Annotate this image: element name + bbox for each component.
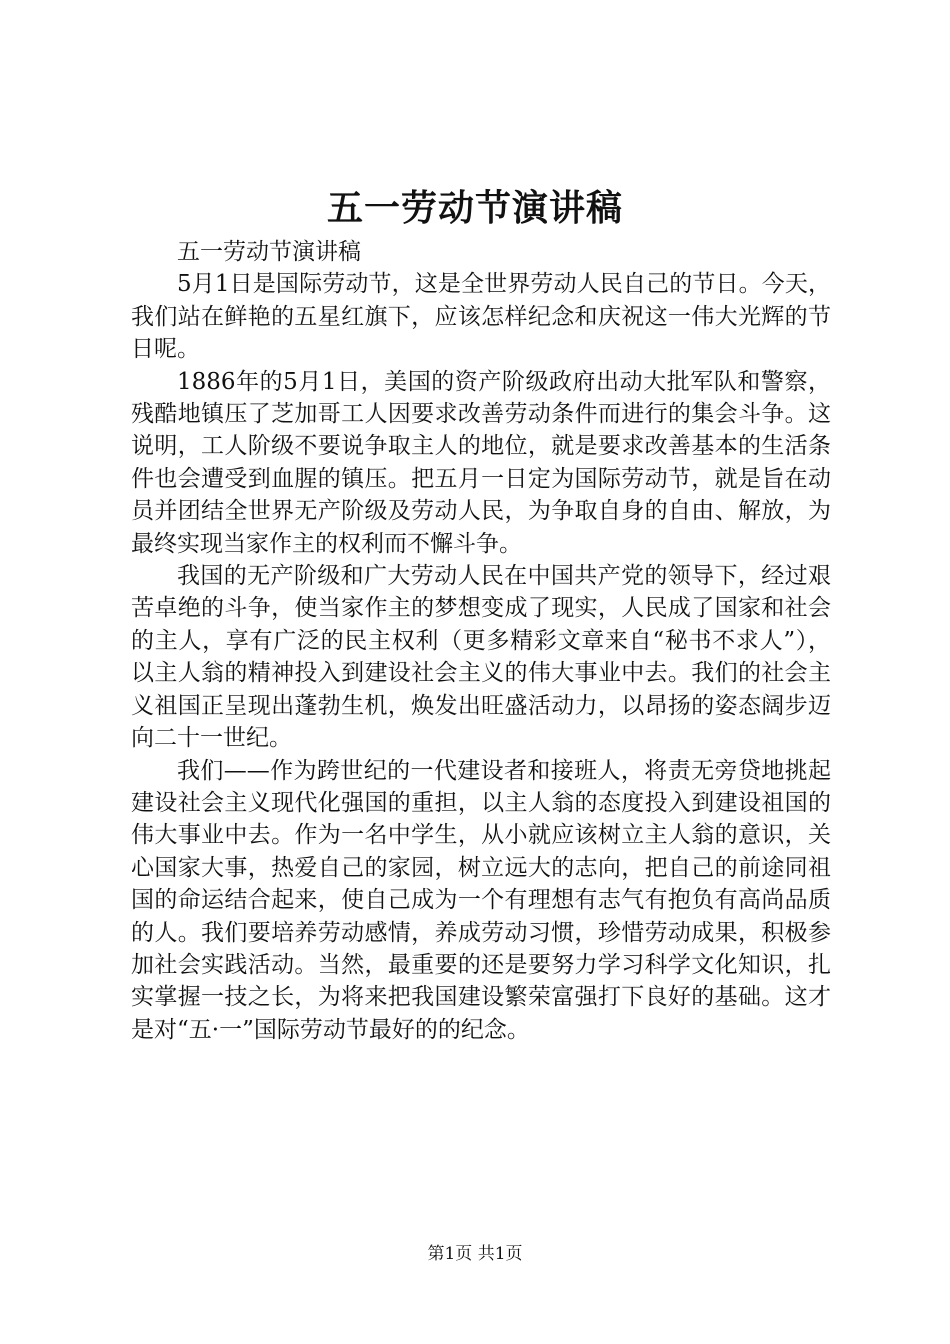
paragraph-china: 我国的无产阶级和广大劳动人民在中国共产党的领导下，经过艰苦卓绝的斗争，使当家作主的梦想变成了现实，人民成了国家和社会的主人，享有广泛的民主权利（更多精彩文章来自“秘书不求人”），以主人翁的精神投入到建设社会主义的伟大事业中去。我们的社会主义祖国正呈现出蓬勃生机，焕发出旺盛活动力，以昂扬的姿态阔步迈向二十一世纪。	[131, 563, 831, 752]
paragraph-subtitle: 五一劳动节演讲稿	[177, 239, 361, 265]
document-body	[131, 236, 831, 1046]
document-title: 五一劳动节演讲稿	[326, 187, 623, 229]
paragraph-intro: 5月1日是国际劳动节，这是全世界劳动人民自己的节日。今天，我们站在鲜艳的五星红旗下，应该怎样纪念和庆祝这一伟大光辉的节日呢。	[131, 271, 831, 363]
paragraph-history: 1886年的5月1日，美国的资产阶级政府出动大批军队和警察，残酷地镇压了芝加哥工人因要求改善劳动条件而进行的集会斗争。这说明，工人阶级不要说争取主人的地位，就是要求改善基本的生活条件也会遭受到血腥的镇压。把五月一日定为国际劳动节，就是旨在动员并团结全世界无产阶级及劳动人民，为争取自身的自由、解放，为最终实现当家作主的权利而不懈斗争。	[131, 368, 831, 557]
page-footer: 第1页 共1页	[427, 1244, 523, 1264]
paragraph-youth: 我们——作为跨世纪的一代建设者和接班人，将责无旁贷地挑起建设社会主义现代化强国的重担，以主人翁的态度投入到建设祖国的伟大事业中去。作为一名中学生，从小就应该树立主人翁的意识，关心国家大事，热爱自己的家园，树立远大的志向，把自己的前途同祖国的命运结合起来，使自己成为一个有理想有志气有抱负有高尚品质的人。我们要培养劳动感情，养成劳动习惯，珍惜劳动成果，积极参加社会实践活动。当然，最重要的还是要努力学习科学文化知识，扎实掌握一技之长，为将来把我国建设繁荣富强打下良好的基础。这才是对“五·一”国际劳动节最好的的纪念。	[131, 757, 831, 1043]
